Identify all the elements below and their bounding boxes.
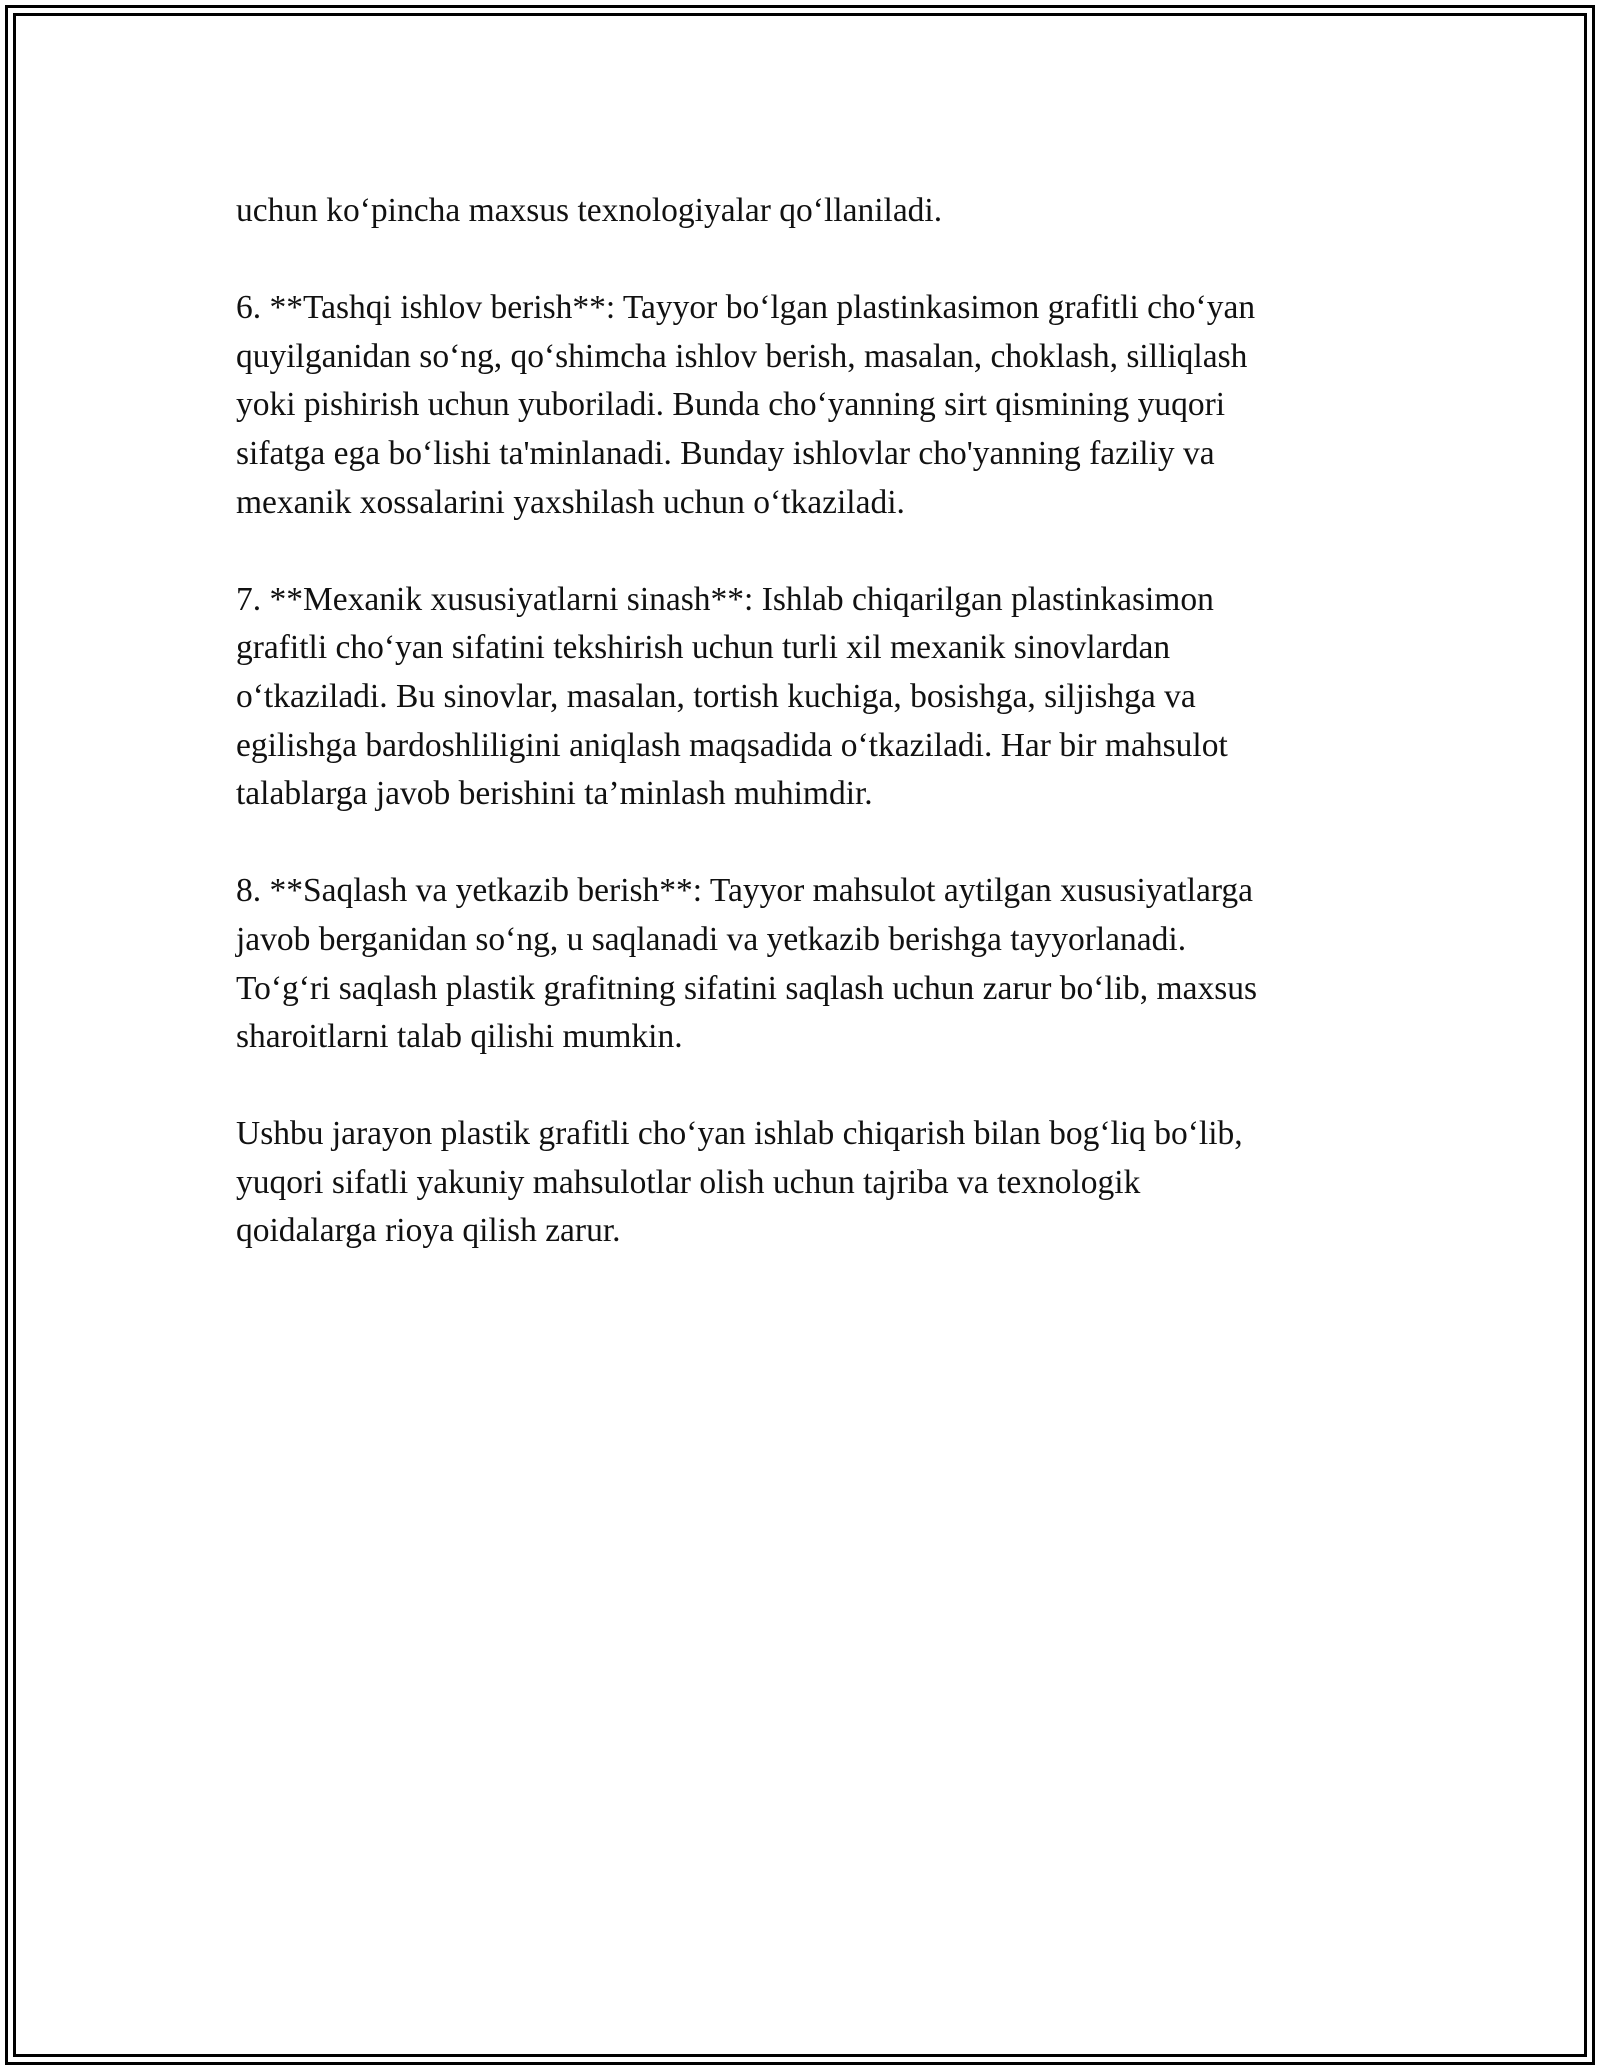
- paragraph-conclusion: Ushbu jarayon plastik grafitli cho‘yan ishlab chiqarish bilan bog‘liq bo‘lib, yuqori sifatli yakuniy mahsulotlar olish uchun tajriba va texnologik qoidalarga rioya qilish zarur.: [236, 1115, 1243, 1250]
- document-body: [236, 187, 1376, 1305]
- paragraph-continuation: uchun ko‘pincha maxsus texnologiyalar qo‘llaniladi.: [236, 192, 943, 229]
- paragraph-step-8: 8. **Saqlash va yetkazib berish**: Tayyor mahsulot aytilgan xususiyatlarga javob berganidan so‘ng, u saqlanadi va yetkazib berishga tayyorlanadi. To‘g‘ri saqlash plastik grafitning sifatini saqlash uchun zarur bo‘lib, maxsus sharoitlarni talab qilishi mumkin.: [236, 872, 1258, 1056]
- paragraph-step-7: 7. **Mexanik xususiyatlarni sinash**: Ishlab chiqarilgan plastinkasimon grafitli cho‘yan sifatini tekshirish uchun turli xil mexanik sinovlardan o‘tkaziladi. Bu sinovlar, masalan, tortish kuchiga, bosishga, siljishga va egilishga bardoshliligini aniqlash maqsadida o‘tkaziladi. Har bir mahsulot talablarga javob berishini ta’minlash muhimdir.: [236, 580, 1228, 813]
- paragraph-step-6: 6. **Tashqi ishlov berish**: Tayyor bo‘lgan plastinkasimon grafitli cho‘yan quyilganidan so‘ng, qo‘shimcha ishlov berish, masalan, choklash, silliqlash yoki pishirish uchun yuboriladi. Bunda cho‘yanning sirt qismining yuqori sifatga ega bo‘lishi ta'minlanadi. Bunday ishlovlar cho'yanning faziliy va mexanik xossalarini yaxshilash uchun o‘tkaziladi.: [236, 289, 1256, 521]
